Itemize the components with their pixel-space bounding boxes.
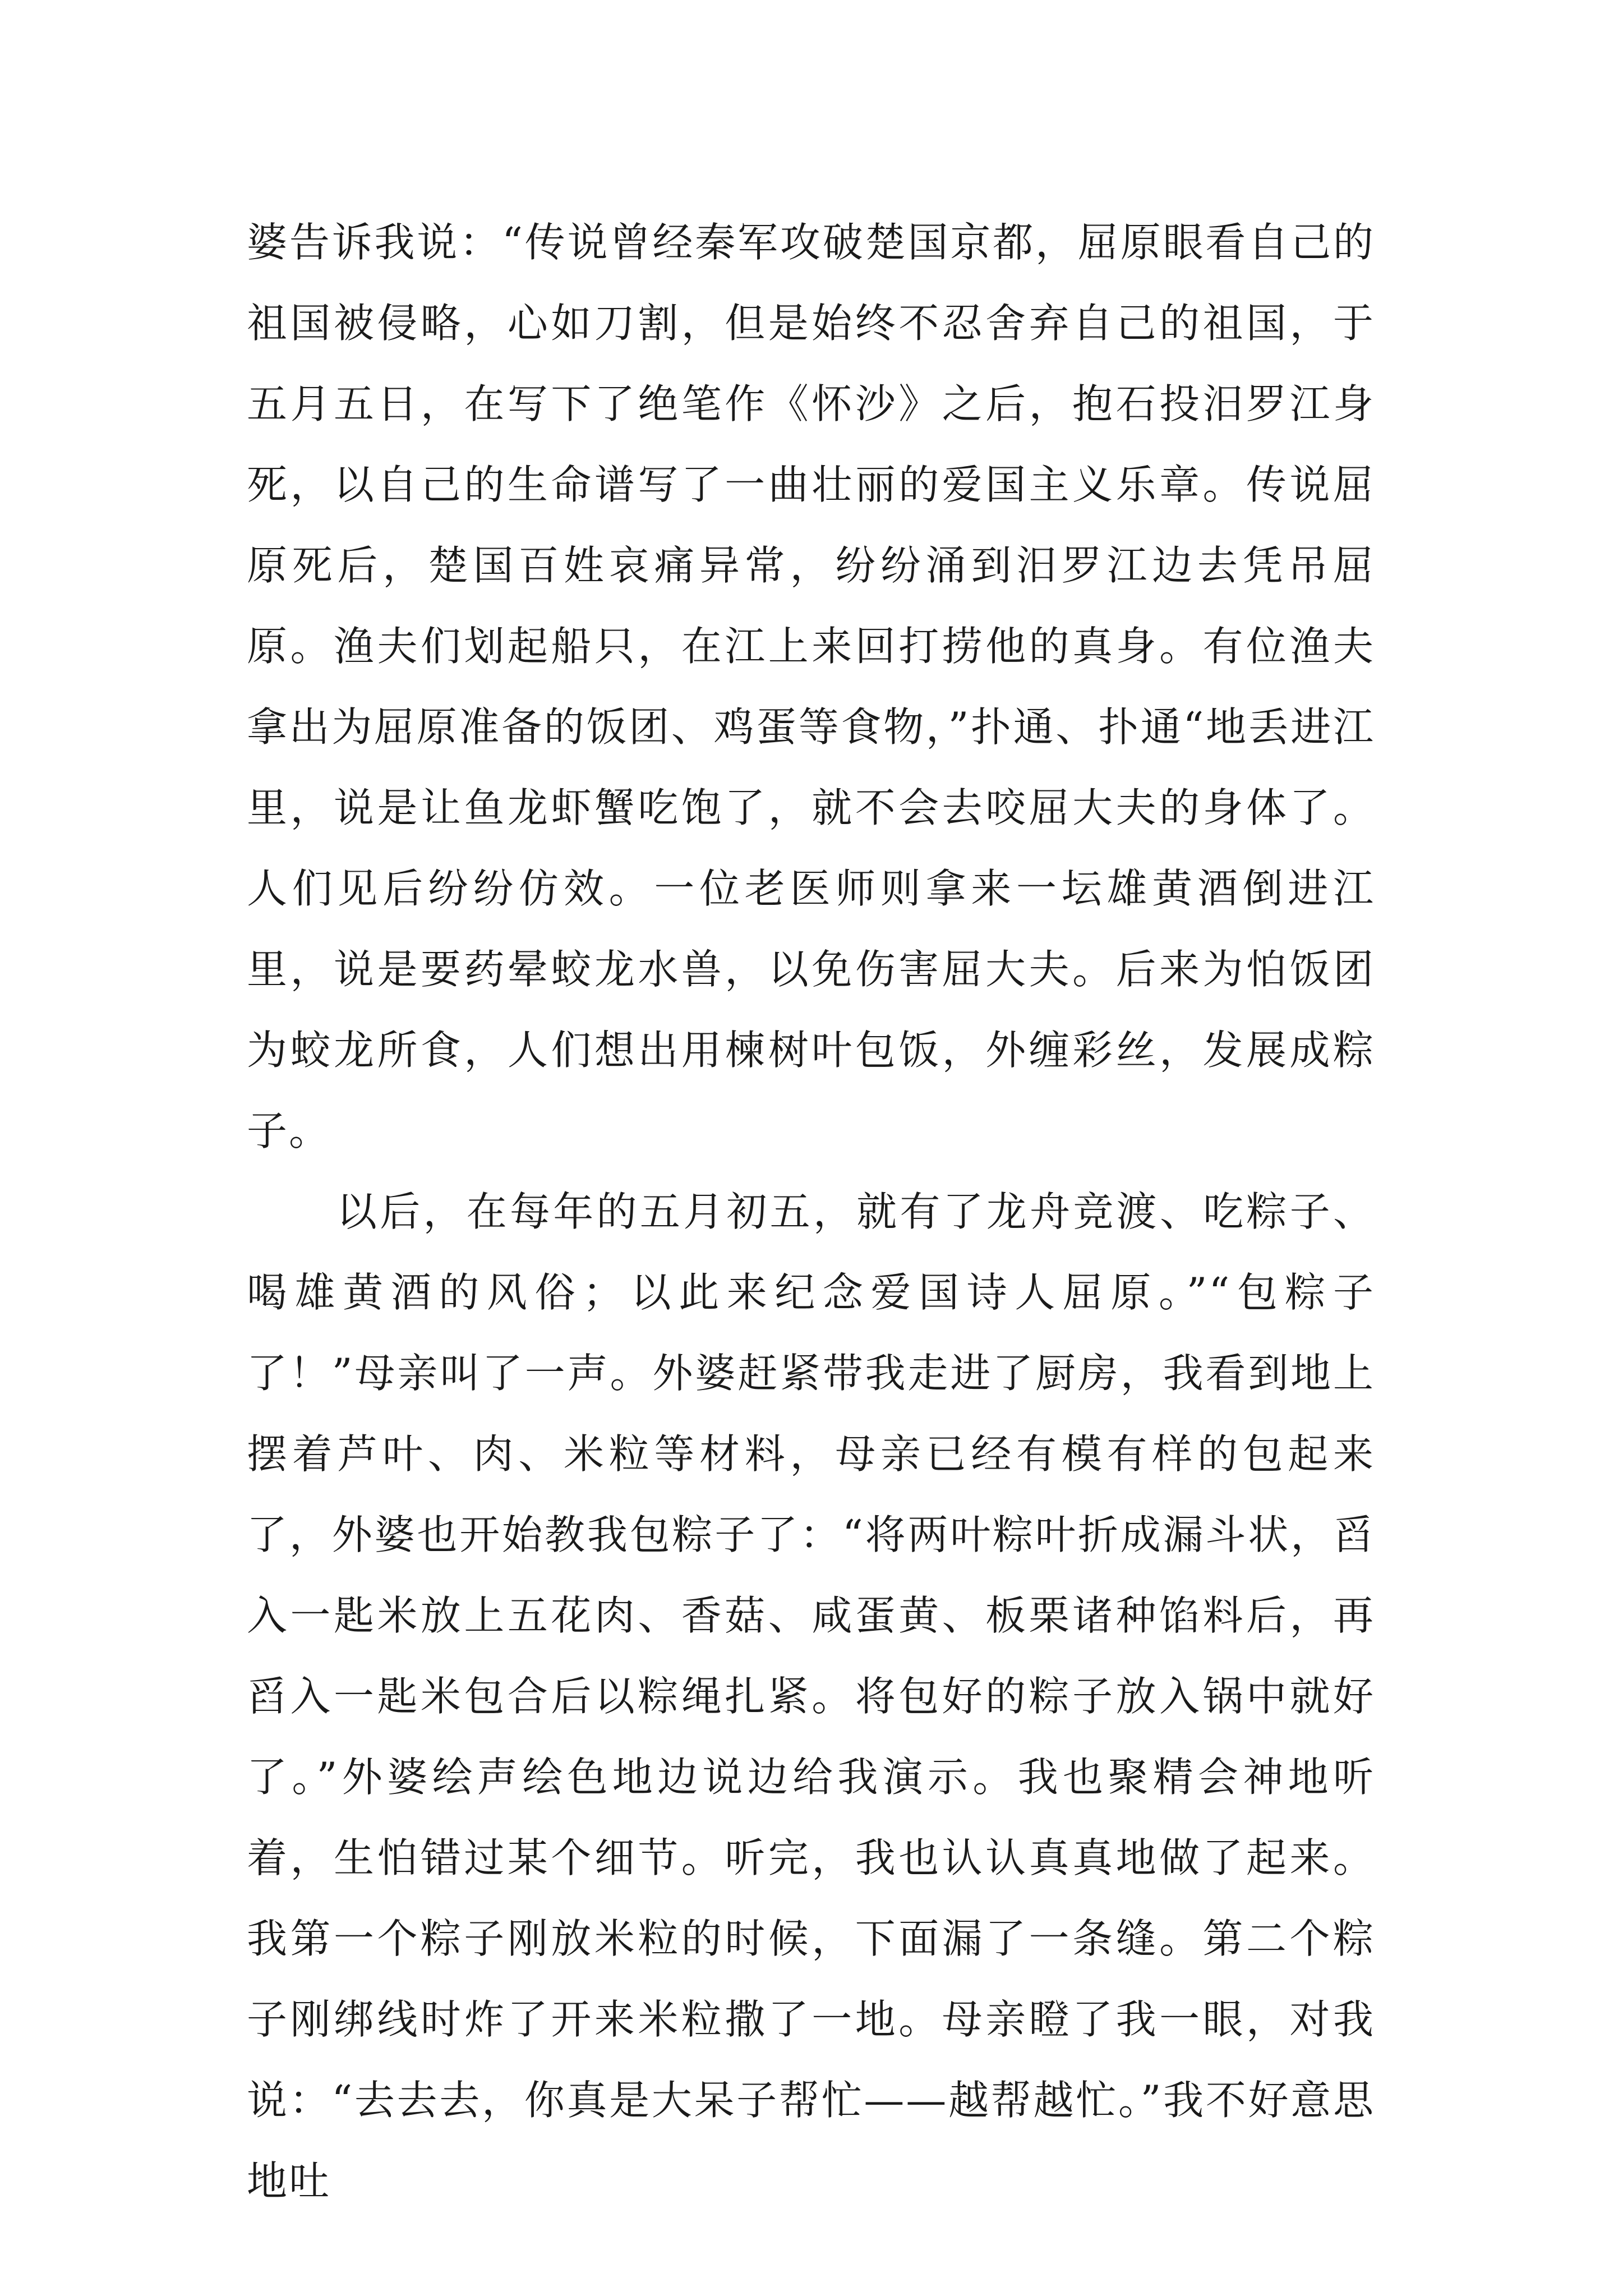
paragraph-2: 以后，在每年的五月初五，就有了龙舟竞渡、吃粽子、喝雄黄酒的风俗；以此来纪念爱国诗人屈原。”“包粽子了！”母亲叫了一声。外婆赶紧带我走进了厨房，我看到地上摆着芦叶、肉、米粒等材料，母亲已经有模有样的包起来了，外婆也开始教我包粽子了：“将两叶粽叶折成漏斗状，舀入一匙米放上五花肉、香菇、咸蛋黄、板栗诸种馅料后，再舀入一匙米包合后以粽绳扎紧。将包好的粽子放入锅中就好了。”外婆绘声绘色地边说边给我演示。我也聚精会神地听着，生怕错过某个细节。听完，我也认认真真地做了起来。我第一个粽子刚放米粒的时候，下面漏了一条缝。第二个粽子刚绑线时炸了开来米粒撒了一地。母亲瞪了我一眼，对我说：“去去去，你真是大呆子帮忙——越帮越忙。”我不好意思地吐 xyxy=(247,1188,1375,2205)
body-text xyxy=(247,202,1375,2221)
paragraph-1: 婆告诉我说：“传说曾经秦军攻破楚国京都，屈原眼看自己的祖国被侵略，心如刀割，但是始终不忍舍弃自己的祖国，于五月五日，在写下了绝笔作《怀沙》之后，抱石投汨罗江身死，以自己的生命谱写了一曲壮丽的爱国主义乐章。传说屈原死后，楚国百姓哀痛异常，纷纷涌到汨罗江边去凭吊屈原。渔夫们划起船只，在江上来回打捞他的真身。有位渔夫拿出为屈原准备的饭团、鸡蛋等食物，”扑通、扑通“地丢进江里，说是让鱼龙虾蟹吃饱了，就不会去咬屈大夫的身体了。人们见后纷纷仿效。一位老医师则拿来一坛雄黄酒倒进江里，说是要药晕蛟龙水兽，以免伤害屈大夫。后来为怕饭团为蛟龙所食，人们想出用楝树叶包饭，外缠彩丝，发展成粽子。 xyxy=(247,219,1375,1154)
